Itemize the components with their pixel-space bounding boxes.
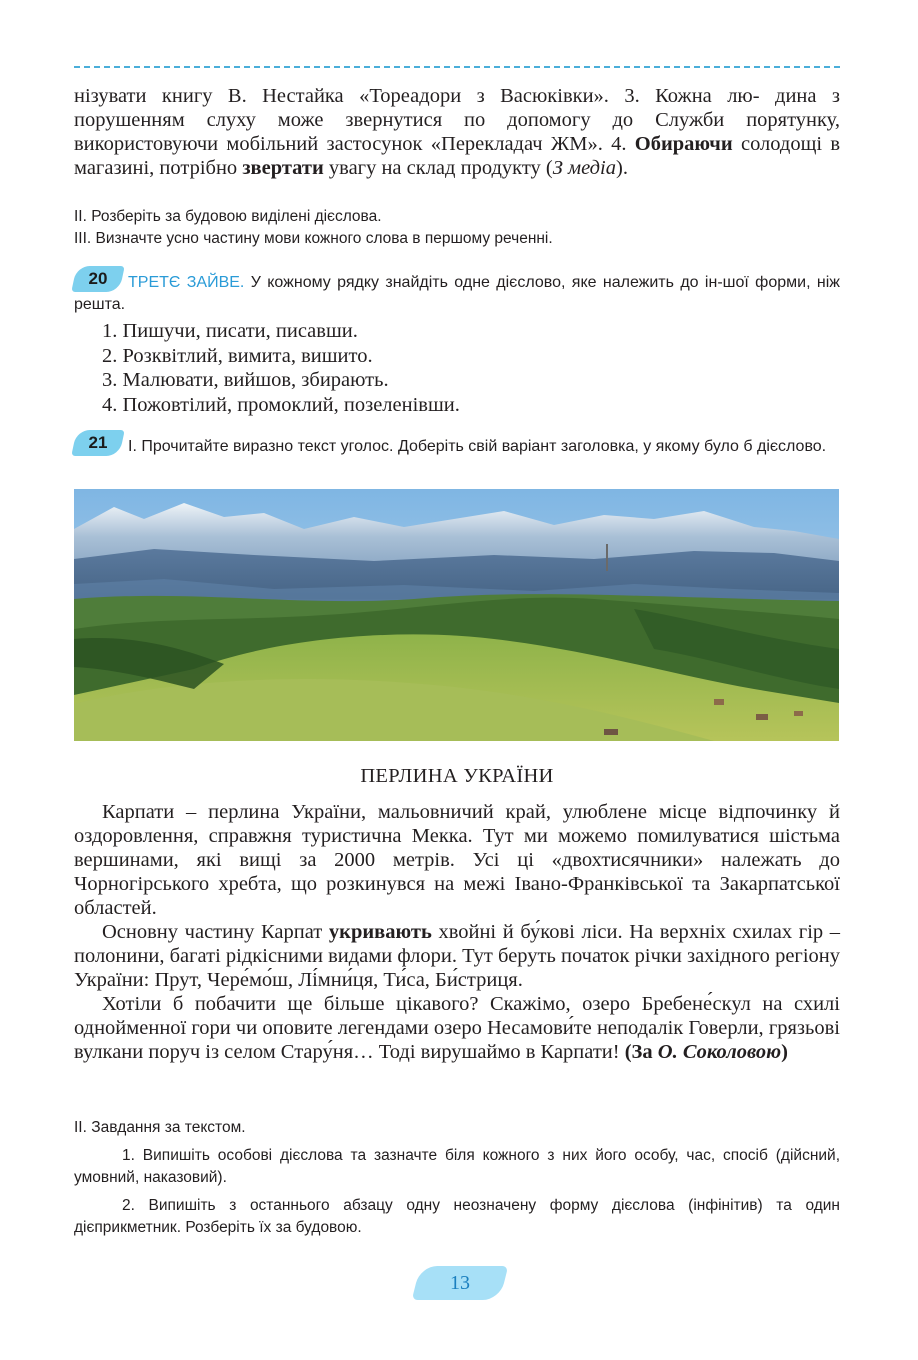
exercise-title: ТРЕТЄ ЗАЙВЕ.	[128, 274, 245, 291]
bold-verb-obyraiuchy: Обираючи	[634, 133, 733, 155]
top-paragraph-line5-end: ).	[616, 157, 628, 179]
exercise-21	[74, 430, 840, 458]
exercise-instruction: I. Прочитайте виразно текст уголос. Доберіть свій варіант заголовка, у якому було б дієслово.	[128, 438, 827, 455]
top-paragraph	[74, 84, 840, 180]
exercise-instruction: У кожному рядку знайдіть одне дієслово, яке належить до ін-шої форми, ніж решта.	[74, 274, 840, 313]
top-paragraph-line3: порятунку, використовуючи мобільний застосунок «Перекладач ЖМ».	[74, 109, 840, 155]
top-paragraph-line4-end: увагу на склад	[328, 157, 456, 179]
source-media: З медіа	[552, 157, 616, 179]
reading-text	[74, 800, 840, 1064]
tasks-heading: II. Завдання за текстом.	[74, 1119, 246, 1136]
exercise-20	[74, 266, 840, 316]
bold-verb-ukryvaiut: укривають	[328, 921, 432, 943]
note-ii: II. Розберіть за будовою виділені дієслова.	[74, 208, 382, 225]
notes-block-1	[74, 206, 840, 250]
carpathians-photo	[74, 489, 839, 741]
source-close: )	[781, 1041, 788, 1063]
reading-paragraph-3	[74, 992, 840, 1064]
exercise-number-badge	[74, 266, 122, 292]
tasks-block	[74, 1117, 840, 1239]
top-paragraph-line1: нізувати книгу В. Нестайка «Тореадори з Васюківки». 3. Кожна лю-	[74, 85, 760, 107]
exercise-number-badge	[74, 430, 122, 456]
list-item: 2. Розквітлий, вимита, вишито.	[102, 344, 373, 367]
reading-paragraph-2-end: хвойні й бу́кові ліси. На верхніх схилах гір – полонини, багаті рідкісними видами флори. Тут беруть початок річки західного регіону України: Прут, Чере́мо́ш, Лі́мни́ця, Ти́са, Би́стриця.	[74, 921, 841, 991]
page-number-badge	[416, 1266, 504, 1300]
reading-paragraph-2-start: Основну частину Карпат	[102, 921, 323, 943]
bold-verb-zvertaty: звертати	[242, 157, 324, 179]
exercise-20-list	[102, 319, 802, 417]
reading-paragraph-2	[74, 920, 840, 992]
reading-paragraph-3-text: Хотіли б побачити ще більше цікавого? Скажімо, озеро Бребене́скул на схилі однойменної гори чи оповите легендами озеро Несамови́те неподалік Говерли, грязьові вулкани поруч із селом Стару́ня… Тоді вирушаймо в Карпати!	[74, 993, 840, 1063]
task-2: 2. Випишіть з останнього абзацу одну неозначену форму дієслова (інфінітив) та один дієприкметник. Розберіть їх за будовою.	[74, 1197, 840, 1236]
list-item: 4. Пожовтілий, промоклий, позеленівши.	[102, 393, 460, 416]
task-1: 1. Випишіть особові дієслова та зазначте біля кожного з них його особу, час, спосіб (дійсний, умовний, наказовий).	[74, 1147, 840, 1186]
top-dashed-divider	[74, 66, 840, 68]
reading-paragraph-1: Карпати – перлина України, мальовничий край, улюблене місце відпочинку й оздоровлення, справжня туристична Мекка. Тут ми можемо помилуватися шістьма вершинами, які вищі за 2000 метрів. Усі ці «двохтисячники» належать до Чорногірського хребта, що розкинувся на межі Івано-Франківської та Закарпатської областей.	[74, 801, 840, 919]
top-paragraph-line4-mid: солодощі в магазині, потрібно	[74, 133, 841, 179]
note-iii: III. Визначте усно частину мови кожного слова в першому реченні.	[74, 230, 553, 247]
top-paragraph-line4-num: 4.	[611, 133, 627, 155]
source-author: О. Соколовою	[657, 1041, 782, 1063]
source-open: (За	[624, 1041, 653, 1063]
top-paragraph-line5-start: продукту (	[460, 157, 553, 179]
exercise-number: 21	[88, 433, 108, 452]
list-item: 3. Малювати, вийшов, збирають.	[102, 369, 389, 391]
text-title: ПЕРЛИНА УКРАЇНИ	[360, 765, 554, 787]
top-paragraph-line2: дина з порушенням слуху може звернутися по допомогу до Служби	[74, 85, 841, 131]
list-item: 1. Пишучи, писати, писавши.	[102, 320, 358, 342]
exercise-number: 20	[88, 269, 108, 288]
page-number: 13	[450, 1272, 470, 1294]
